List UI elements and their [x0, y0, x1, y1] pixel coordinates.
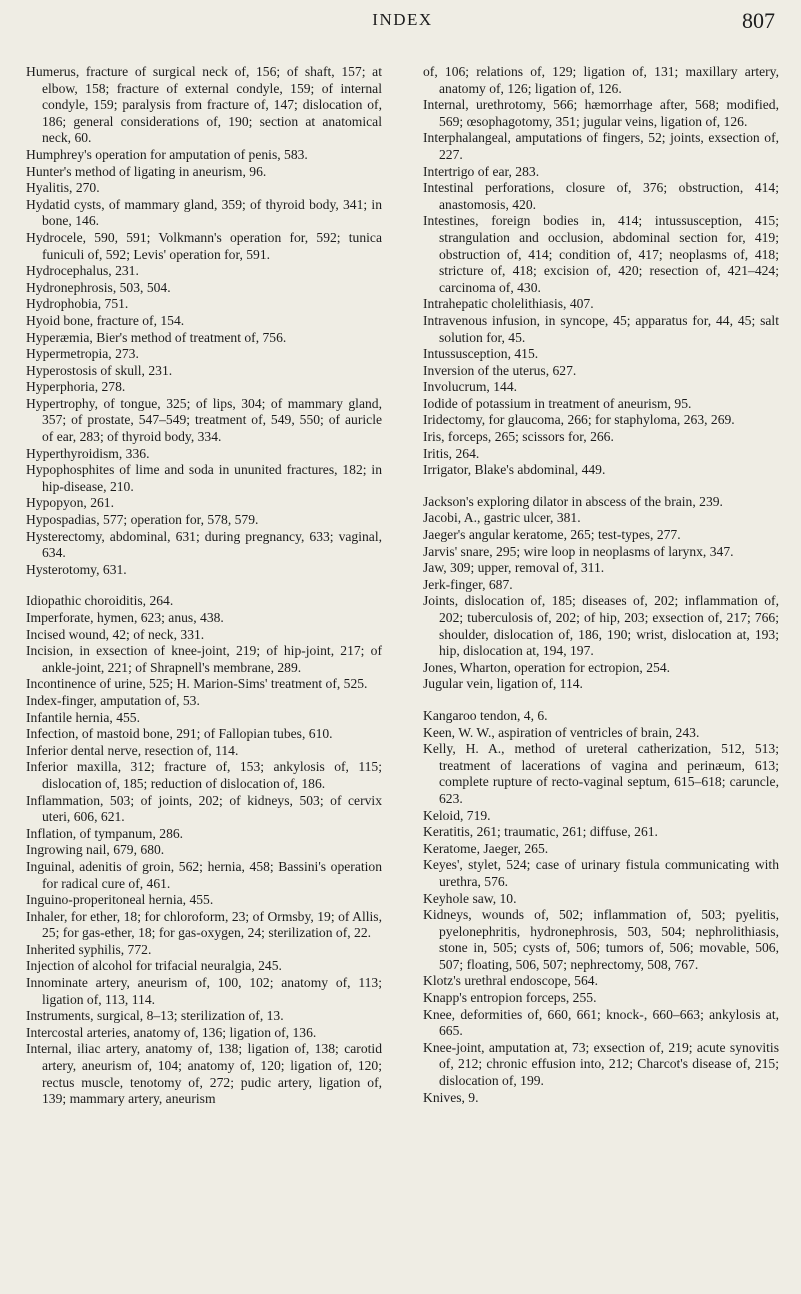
index-entry: Iris, forceps, 265; scissors for, 266.: [423, 429, 614, 445]
index-entry: Inferior dental nerve, resection of, 114.: [26, 742, 239, 758]
index-entry: Hypertrophy, of tongue, 325; of lips, 304; of mammary gland, 357; of prostate, 547–549; treatment of, 549, 550; of auricle of ear, 283; of thyroid body, 334.: [26, 395, 382, 445]
index-entry: Keratome, Jaeger, 265.: [423, 840, 549, 856]
index-entry: Intestines, foreign bodies in, 414; intussusception, 415; strangulation and occlusion, abdominal section for, 419; obstruction of, 414; condition of, 417; neoplasms of, 418; stricture of, 418; excision of, 420; resection of, 421–424; carcinoma of, 430.: [423, 213, 779, 295]
index-entry: Keyhole saw, 10.: [423, 890, 517, 906]
index-entry: Jaeger's angular keratome, 265; test-types, 277.: [423, 527, 681, 543]
index-entry: Involucrum, 144.: [423, 379, 518, 395]
index-entry: Internal, urethrotomy, 566; hæmorrhage after, 568; modified, 569; œsophagotomy, 351; jugular veins, ligation of, 126.: [423, 97, 779, 129]
index-entry: Knapp's entropion forceps, 255.: [423, 990, 597, 1006]
index-entry: Internal, iliac artery, anatomy of, 138; ligation of, 138; carotid artery, aneurism of, 104; anatomy of, 120; ligation of, 120; rectus muscle, tenotomy of, 272; pudic artery, ligation of, 139; mammary artery, aneurism: [26, 1041, 382, 1107]
index-entry: Klotz's urethral endoscope, 564.: [423, 973, 598, 989]
index-entry: Index-finger, amputation of, 53.: [26, 692, 200, 708]
index-entry: Jacobi, A., gastric ulcer, 381.: [423, 510, 581, 526]
index-entry: Hyoid bone, fracture of, 154.: [26, 312, 185, 328]
page-header: [26, 8, 779, 38]
index-entry: Keyes', stylet, 524; case of urinary fistula communicating with urethra, 576.: [423, 857, 779, 889]
index-entry: Intussusception, 415.: [423, 346, 539, 362]
index-entry: Hydrophobia, 751.: [26, 296, 129, 312]
index-entry: Inflation, of tympanum, 286.: [26, 825, 184, 841]
index-entry: Hyalitis, 270.: [26, 180, 100, 196]
index-entry: Hypophosphites of lime and soda in ununited fractures, 182; in hip-disease, 210.: [26, 462, 382, 494]
index-entry: Hydrocephalus, 231.: [26, 263, 139, 279]
index-entry: Hydronephrosis, 503, 504.: [26, 279, 171, 295]
page-number: 807: [742, 8, 775, 33]
index-entry: Jones, Wharton, operation for ectropion, 254.: [423, 659, 671, 675]
index-entry: Incontinence of urine, 525; H. Marion-Sims' treatment of, 525.: [26, 676, 368, 692]
index-entry: Idiopathic choroiditis, 264.: [26, 593, 174, 609]
left-column: [26, 64, 382, 1108]
index-entry: Irrigator, Blake's abdominal, 449.: [423, 462, 606, 478]
index-entry: Knives, 9.: [423, 1089, 479, 1105]
index-entry: Imperforate, hymen, 623; anus, 438.: [26, 610, 224, 625]
index-entry: Humerus, fracture of surgical neck of, 156; of shaft, 157; at elbow, 158; fracture of external condyle, 159; of internal condyle, 159; paralysis from fracture of, 147; dislocation of, 186; general considerations of, 190; section at anatomical neck, 60.: [26, 64, 382, 146]
index-columns: [26, 64, 779, 1108]
index-entry: Interphalangeal, amputations of fingers, 52; joints, exsection of, 227.: [423, 130, 779, 162]
index-entry: Inguinal, adenitis of groin, 562; hernia, 458; Bassini's operation for radical cure of, 461.: [26, 858, 382, 891]
index-entry: Hysterectomy, abdominal, 631; during pregnancy, 633; vaginal, 634.: [26, 528, 382, 561]
index-entry: Jerk-finger, 687.: [423, 576, 513, 592]
index-entry: Keratitis, 261; traumatic, 261; diffuse, 261.: [423, 824, 658, 840]
index-entry: Inflammation, 503; of joints, 202; of kidneys, 503; of cervix uteri, 606, 621.: [26, 792, 382, 825]
index-entry: Jugular vein, ligation of, 114.: [423, 676, 583, 692]
index-entry: Hyperthyroidism, 336.: [26, 445, 150, 461]
index-entry: Hydrocele, 590, 591; Volkmann's operation for, 592; tunica funiculi of, 592; Levis' operation for, 591.: [26, 229, 382, 262]
index-entry: Intravenous infusion, in syncope, 45; apparatus for, 44, 45; salt solution for, 45.: [423, 312, 779, 345]
index-entry: Hyperphoria, 278.: [26, 379, 126, 395]
index-entry: Knee, deformities of, 660, 661; knock-, 660–663; ankylosis at, 665.: [423, 1006, 779, 1039]
index-entry: Joints, dislocation of, 185; diseases of, 202; inflammation of, 202; tuberculosis of, 202; of hip, 203; exsection of, 217; 766; shoulder, dislocation of, 186, 190; wrist, dislocation at, 193; hip, dislocation at, 194, 197.: [423, 593, 779, 659]
running-head: INDEX: [372, 10, 433, 29]
index-entry: Hypermetropia, 273.: [26, 346, 139, 362]
index-entry: Incised wound, 42; of neck, 331.: [26, 626, 205, 642]
index-entry: Incision, in exsection of knee-joint, 219; of hip-joint, 217; of ankle-joint, 221; of Shrapnell's membrane, 289.: [26, 643, 382, 675]
index-entry: Humphrey's operation for amputation of penis, 583.: [26, 146, 308, 162]
index-entry: Hyperostosis of skull, 231.: [26, 362, 173, 378]
index-entry: Keen, W. W., aspiration of ventricles of brain, 243.: [423, 724, 700, 740]
index-entry: Keloid, 719.: [423, 807, 491, 823]
index-entry: Knee-joint, amputation at, 73; exsection of, 219; acute synovitis of, 212; chronic effusion into, 212; Charcot's disease of, 215; dislocation of, 199.: [423, 1039, 779, 1089]
index-entry: Inhaler, for ether, 18; for chloroform, 23; of Ormsby, 19; of Allis, 25; for gas-ether, 18; for gas-oxygen, 24; sterilization of, 22.: [26, 908, 382, 941]
index-entry: Hypospadias, 577; operation for, 578, 579.: [26, 512, 259, 528]
index-entry: Jaw, 309; upper, removal of, 311.: [423, 560, 605, 576]
index-entry: Inherited syphilis, 772.: [26, 941, 152, 957]
index-entry: Instruments, surgical, 8–13; sterilization of, 13.: [26, 1008, 284, 1024]
index-entry: Ingrowing nail, 679, 680.: [26, 842, 165, 858]
index-entry: Kelly, H. A., method of ureteral catherization, 512, 513; treatment of lacerations of vagina and perinæum, 613; complete rupture of recto-vaginal septum, 615–618; caruncle, 623.: [423, 741, 779, 806]
right-column: [423, 64, 779, 1108]
index-entry: Intertrigo of ear, 283.: [423, 163, 540, 179]
index-entry: Hydatid cysts, of mammary gland, 359; of thyroid body, 341; in bone, 146.: [26, 196, 382, 229]
index-entry: Infantile hernia, 455.: [26, 709, 140, 725]
index-entry: Jackson's exploring dilator in abscess of the brain, 239.: [423, 493, 723, 509]
index-entry: Intrahepatic cholelithiasis, 407.: [423, 296, 594, 312]
index-entry: Kidneys, wounds of, 502; inflammation of, 503; pyelitis, pyelonephritis, hydronephrosis, 503, 504; nephrolithiasis, stone in, 505; cysts of, 506; tumors of, 506; movable, 506, 507; floating, 506, 507; nephrectomy, 508, 767.: [423, 907, 779, 972]
index-entry: of, 106; relations of, 129; ligation of, 131; maxillary artery, anatomy of, 126; ligation of, 126.: [423, 64, 779, 96]
index-entry: Hyperæmia, Bier's method of treatment of, 756.: [26, 329, 287, 345]
index-entry: Innominate artery, aneurism of, 100, 102; anatomy of, 113; ligation of, 113, 114.: [26, 975, 382, 1007]
index-entry: Injection of alcohol for trifacial neuralgia, 245.: [26, 958, 282, 974]
index-entry: Iodide of potassium in treatment of aneurism, 95.: [423, 395, 692, 411]
index-entry: Inferior maxilla, 312; fracture of, 153; ankylosis of, 115; dislocation of, 185; reduction of dislocation of, 186.: [26, 759, 382, 791]
index-entry: Hysterotomy, 631.: [26, 561, 127, 577]
index-entry: Intercostal arteries, anatomy of, 136; ligation of, 136.: [26, 1024, 317, 1040]
index-entry: Jarvis' snare, 295; wire loop in neoplasms of larynx, 347.: [423, 543, 734, 559]
index-entry: Hunter's method of ligating in aneurism, 96.: [26, 163, 267, 179]
index-entry: Hypopyon, 261.: [26, 495, 114, 511]
index-entry: Inversion of the uterus, 627.: [423, 362, 577, 378]
index-entry: Iridectomy, for glaucoma, 266; for staphyloma, 263, 269.: [423, 412, 735, 428]
index-entry: Inguino-properitoneal hernia, 455.: [26, 892, 214, 908]
index-entry: Kangaroo tendon, 4, 6.: [423, 707, 548, 723]
index-entry: Infection, of mastoid bone, 291; of Fallopian tubes, 610.: [26, 726, 333, 742]
index-entry: Iritis, 264.: [423, 445, 480, 461]
index-entry: Intestinal perforations, closure of, 376; obstruction, 414; anastomosis, 420.: [423, 180, 779, 212]
